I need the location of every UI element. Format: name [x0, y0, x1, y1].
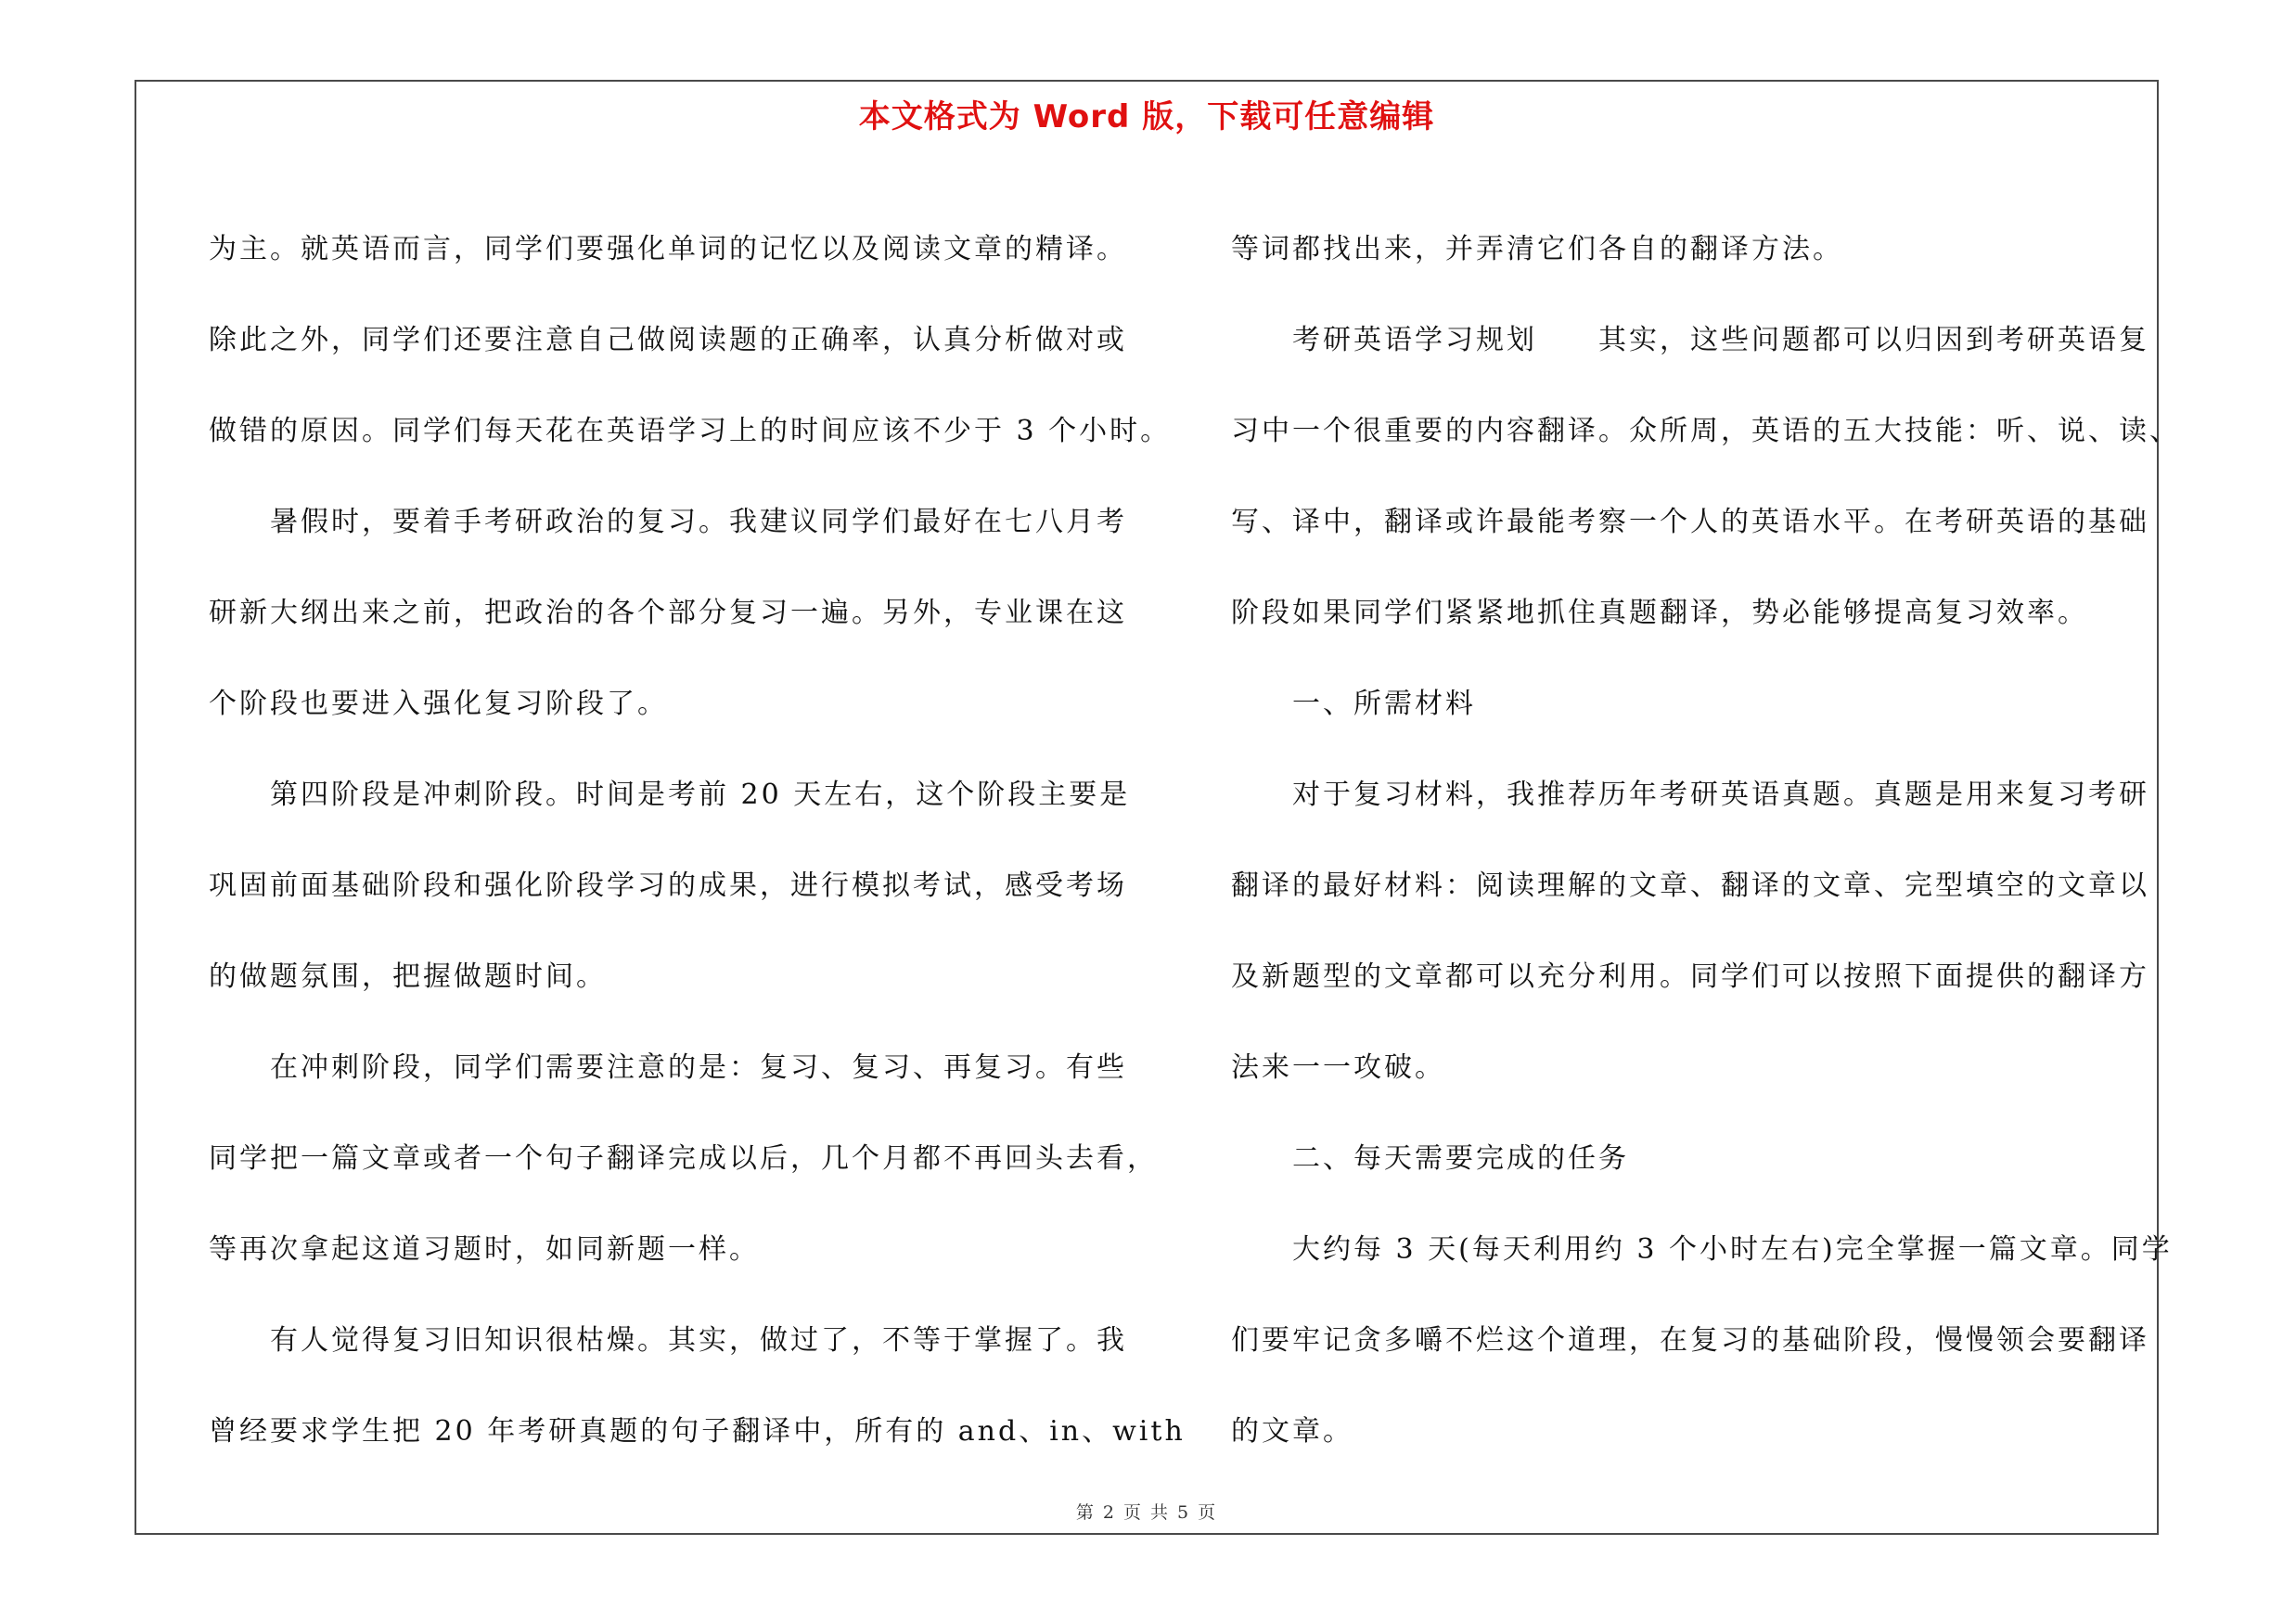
text-line: 等再次拿起这道习题时，如同新题一样。 — [209, 1233, 760, 1266]
paragraph-start-line: 对于复习材料，我推荐历年考研英语真题。真题是用来复习考研 — [1292, 779, 2149, 811]
paragraph-start-line: 考研英语学习规划 其实，这些问题都可以归因到考研英语复 — [1292, 324, 2149, 356]
paragraph-start-line: 大约每 3 天(每天利用约 3 个小时左右)完全掌握一篇文章。同学 — [1292, 1233, 2173, 1266]
section-heading: 二、每天需要完成的任务 — [1292, 1142, 1629, 1175]
paragraph-start-line: 第四阶段是冲刺阶段。时间是考前 20 天左右，这个阶段主要是 — [270, 779, 1131, 811]
paragraph-start-line: 在冲刺阶段，同学们需要注意的是：复习、复习、再复习。有些 — [270, 1051, 1127, 1084]
text-line: 写、译中，翻译或许最能考察一个人的英语水平。在考研英语的基础 — [1231, 506, 2149, 538]
text-line: 为主。就英语而言，同学们要强化单词的记忆以及阅读文章的精译。 — [209, 233, 1127, 265]
text-line: 们要牢记贪多嚼不烂这个道理，在复习的基础阶段，慢慢领会要翻译 — [1231, 1324, 2149, 1357]
text-line: 的文章。 — [1231, 1415, 1353, 1448]
text-line: 的做题氛围，把握做题时间。 — [209, 960, 607, 993]
text-line: 等词都找出来，并弄清它们各自的翻译方法。 — [1231, 233, 1843, 265]
paragraph-start-line: 暑假时，要着手考研政治的复习。我建议同学们最好在七八月考 — [270, 506, 1127, 538]
text-line: 曾经要求学生把 20 年考研真题的句子翻译中，所有的 and、in、with — [209, 1415, 1186, 1448]
document-page — [135, 80, 2180, 1535]
page-number-footer: 第 2 页 共 5 页 — [1075, 1502, 1218, 1523]
text-line: 习中一个很重要的内容翻译。众所周，英语的五大技能：听、说、读、 — [1231, 415, 2180, 447]
header-banner: 本文格式为 Word 版，下载可任意编辑 — [858, 98, 1435, 135]
text-line: 做错的原因。同学们每天花在英语学习上的时间应该不少于 3 个小时。 — [209, 415, 1172, 447]
right-column — [1231, 204, 2180, 1477]
text-line: 阶段如果同学们紧紧地抓住真题翻译，势必能够提高复习效率。 — [1231, 597, 2088, 629]
text-line: 及新题型的文章都可以充分利用。同学们可以按照下面提供的翻译方 — [1231, 960, 2149, 993]
paragraph-start-line: 有人觉得复习旧知识很枯燥。其实，做过了，不等于掌握了。我 — [270, 1324, 1127, 1357]
left-column — [209, 204, 1186, 1477]
text-line: 翻译的最好材料：阅读理解的文章、翻译的文章、完型填空的文章以 — [1231, 869, 2149, 902]
text-line: 同学把一篇文章或者一个句子翻译完成以后，几个月都不再回头去看， — [209, 1142, 1158, 1175]
section-heading: 一、所需材料 — [1292, 688, 1476, 720]
text-line: 巩固前面基础阶段和强化阶段学习的成果，进行模拟考试，感受考场 — [209, 869, 1127, 902]
text-line: 除此之外，同学们还要注意自己做阅读题的正确率，认真分析做对或 — [209, 324, 1127, 356]
text-line: 个阶段也要进入强化复习阶段了。 — [209, 688, 668, 720]
text-line: 法来一一攻破。 — [1231, 1051, 1445, 1084]
text-line: 研新大纲出来之前，把政治的各个部分复习一遍。另外，专业课在这 — [209, 597, 1127, 629]
